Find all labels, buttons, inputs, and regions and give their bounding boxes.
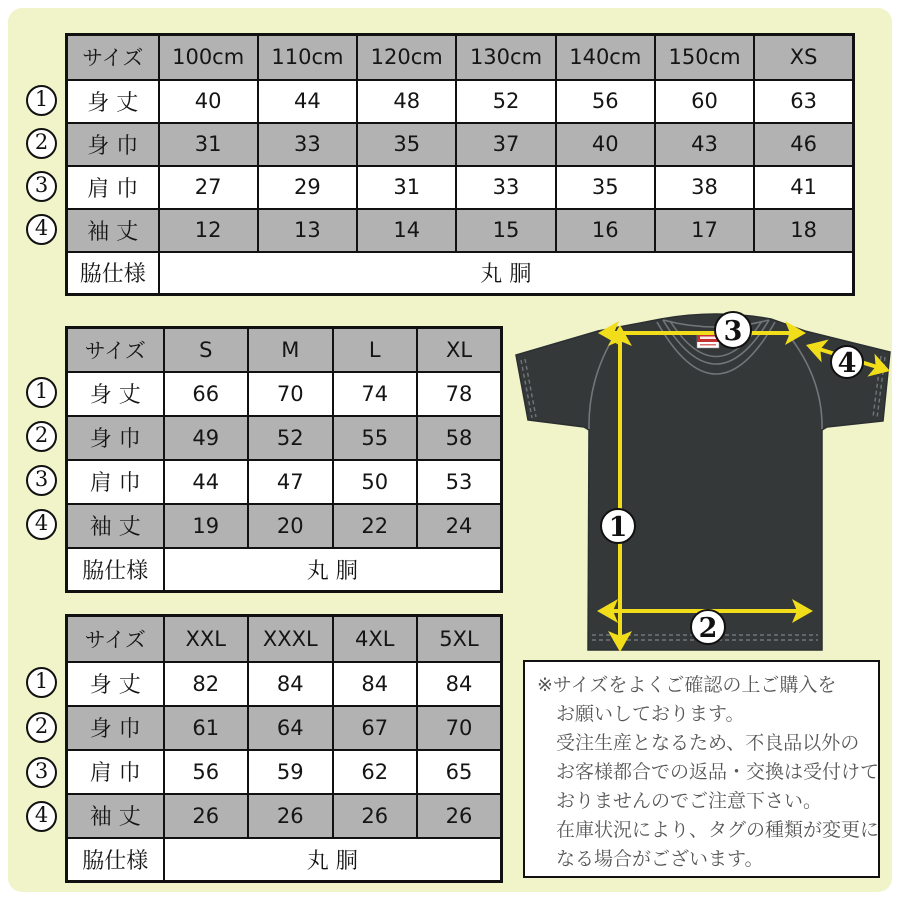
size-value-cell: 49: [164, 416, 249, 460]
row-marker-circle: [26, 421, 57, 452]
size-table-adult: [65, 326, 503, 593]
row-marker-circle: [26, 757, 57, 788]
row-marker-number: 4: [34, 510, 49, 535]
row-marker-circle: [26, 85, 57, 116]
row-label: 脇仕様: [67, 252, 159, 295]
svg-text:1: 1: [608, 512, 628, 543]
size-value-cell: 17: [655, 209, 754, 252]
size-value-cell: 67: [333, 706, 418, 750]
column-header: 150cm: [655, 35, 754, 80]
row-marker-number: 3: [34, 466, 49, 491]
size-value-cell: 84: [248, 662, 333, 706]
row-label: 袖 丈: [67, 504, 164, 548]
size-value-cell: 56: [164, 750, 249, 794]
column-header: サイズ: [67, 35, 159, 80]
row-label: 身 巾: [67, 706, 164, 750]
size-value-cell: 78: [417, 372, 502, 416]
note-line: なる場合がございます。: [556, 848, 764, 870]
note-line: 在庫状況により、タグの種類が変更に: [556, 819, 880, 841]
size-value-cell: 59: [248, 750, 333, 794]
row-marker-circle: [26, 128, 57, 159]
size-value-cell: 12: [159, 209, 258, 252]
note-line: 受注生産となるため、不良品以外の: [556, 732, 860, 754]
row-label: 袖 丈: [67, 209, 159, 252]
column-header: サイズ: [67, 328, 164, 372]
size-value-cell: 48: [357, 80, 456, 123]
column-header: 130cm: [456, 35, 555, 80]
measure-marker-4: [831, 346, 863, 379]
column-header: 110cm: [258, 35, 357, 80]
size-value-cell: 50: [333, 460, 418, 504]
size-value-cell: 31: [357, 166, 456, 209]
size-value-cell: 52: [456, 80, 555, 123]
size-value-cell: 33: [258, 123, 357, 166]
row-marker-circle: [26, 801, 57, 832]
size-table: [65, 614, 503, 883]
size-value-cell: 27: [159, 166, 258, 209]
measure-marker-3: [715, 312, 751, 348]
purchase-note: [523, 660, 880, 878]
row-marker-number: 2: [34, 422, 49, 447]
size-value-cell: 70: [248, 372, 333, 416]
size-value-cell: 19: [164, 504, 249, 548]
svg-text:2: 2: [698, 613, 718, 644]
size-table-kids: [65, 33, 855, 296]
size-value-cell: 35: [556, 166, 655, 209]
size-table-big: [65, 614, 503, 883]
row-marker-number: 1: [34, 86, 49, 111]
size-value-cell: 82: [164, 662, 249, 706]
size-value-cell: 52: [248, 416, 333, 460]
size-value-cell: 44: [258, 80, 357, 123]
size-value-cell: 40: [159, 80, 258, 123]
row-marker-circle: [26, 377, 57, 408]
column-header: 140cm: [556, 35, 655, 80]
note-line: お客様都合での返品・交換は受付けて: [556, 761, 880, 783]
size-value-cell: 33: [456, 166, 555, 209]
size-value-cell: 61: [164, 706, 249, 750]
column-header: 5XL: [417, 616, 502, 662]
row-label: 脇仕様: [67, 548, 164, 592]
size-value-cell: 70: [417, 706, 502, 750]
size-value-cell: 55: [333, 416, 418, 460]
svg-text:4: 4: [837, 348, 857, 379]
measure-marker-2: [691, 610, 725, 644]
row-label: 身 巾: [67, 123, 159, 166]
size-value-cell: 13: [258, 209, 357, 252]
size-value-cell: 41: [754, 166, 853, 209]
size-value-cell: 65: [417, 750, 502, 794]
size-value-cell: 26: [248, 794, 333, 838]
size-value-cell: 53: [417, 460, 502, 504]
size-value-cell: 60: [655, 80, 754, 123]
size-value-cell: 24: [417, 504, 502, 548]
size-value-cell: 84: [333, 662, 418, 706]
row-marker-number: 1: [34, 668, 49, 693]
size-value-cell: 14: [357, 209, 456, 252]
row-marker-number: 1: [34, 378, 49, 403]
size-value-cell: 29: [258, 166, 357, 209]
row-label: 身 丈: [67, 372, 164, 416]
row-marker-number: 2: [34, 713, 49, 738]
size-value-cell: 38: [655, 166, 754, 209]
note-line: おりませんのでご注意下さい。: [556, 790, 823, 812]
row-label: 身 丈: [67, 662, 164, 706]
size-value-cell: 40: [556, 123, 655, 166]
size-value-cell: 44: [164, 460, 249, 504]
footer-value-cell: 丸 胴: [159, 252, 854, 295]
row-marker-number: 4: [34, 802, 49, 827]
column-header: サイズ: [67, 616, 164, 662]
size-value-cell: 74: [333, 372, 418, 416]
row-marker-number: 3: [34, 172, 49, 197]
note-line: ※サイズをよくご確認の上ご購入を: [537, 674, 837, 696]
row-marker-circle: [26, 509, 57, 540]
size-value-cell: 58: [417, 416, 502, 460]
column-header: XS: [754, 35, 853, 80]
note-line: お願いしております。: [556, 703, 745, 725]
row-marker-number: 2: [34, 129, 49, 154]
size-table: [65, 326, 503, 593]
size-table: [65, 33, 855, 296]
footer-value-cell: 丸 胴: [164, 838, 502, 882]
size-value-cell: 66: [164, 372, 249, 416]
row-marker-number: 4: [34, 215, 49, 240]
row-label: 肩 巾: [67, 460, 164, 504]
row-marker-number: 3: [34, 758, 49, 783]
size-value-cell: 18: [754, 209, 853, 252]
row-marker-circle: [26, 712, 57, 743]
size-value-cell: 46: [754, 123, 853, 166]
size-value-cell: 63: [754, 80, 853, 123]
column-header: 4XL: [333, 616, 418, 662]
size-value-cell: 84: [417, 662, 502, 706]
size-value-cell: 26: [333, 794, 418, 838]
row-marker-circle: [26, 214, 57, 245]
size-value-cell: 35: [357, 123, 456, 166]
column-header: XL: [417, 328, 502, 372]
row-label: 肩 巾: [67, 166, 159, 209]
row-label: 袖 丈: [67, 794, 164, 838]
size-value-cell: 47: [248, 460, 333, 504]
tshirt-diagram: [500, 298, 900, 660]
svg-text:3: 3: [723, 316, 743, 347]
size-value-cell: 26: [417, 794, 502, 838]
size-value-cell: 20: [248, 504, 333, 548]
size-value-cell: 37: [456, 123, 555, 166]
row-marker-circle: [26, 465, 57, 496]
footer-value-cell: 丸 胴: [164, 548, 502, 592]
row-label: 脇仕様: [67, 838, 164, 882]
column-header: XXXL: [248, 616, 333, 662]
column-header: M: [248, 328, 333, 372]
size-value-cell: 16: [556, 209, 655, 252]
column-header: XXL: [164, 616, 249, 662]
size-value-cell: 56: [556, 80, 655, 123]
size-value-cell: 64: [248, 706, 333, 750]
row-label: 身 巾: [67, 416, 164, 460]
row-marker-circle: [26, 171, 57, 202]
size-value-cell: 31: [159, 123, 258, 166]
size-value-cell: 62: [333, 750, 418, 794]
column-header: 120cm: [357, 35, 456, 80]
column-header: S: [164, 328, 249, 372]
size-value-cell: 43: [655, 123, 754, 166]
column-header: L: [333, 328, 418, 372]
measure-marker-1: [601, 509, 635, 543]
row-label: 身 丈: [67, 80, 159, 123]
row-label: 肩 巾: [67, 750, 164, 794]
row-marker-circle: [26, 667, 57, 698]
size-value-cell: 22: [333, 504, 418, 548]
column-header: 100cm: [159, 35, 258, 80]
size-value-cell: 15: [456, 209, 555, 252]
size-value-cell: 26: [164, 794, 249, 838]
